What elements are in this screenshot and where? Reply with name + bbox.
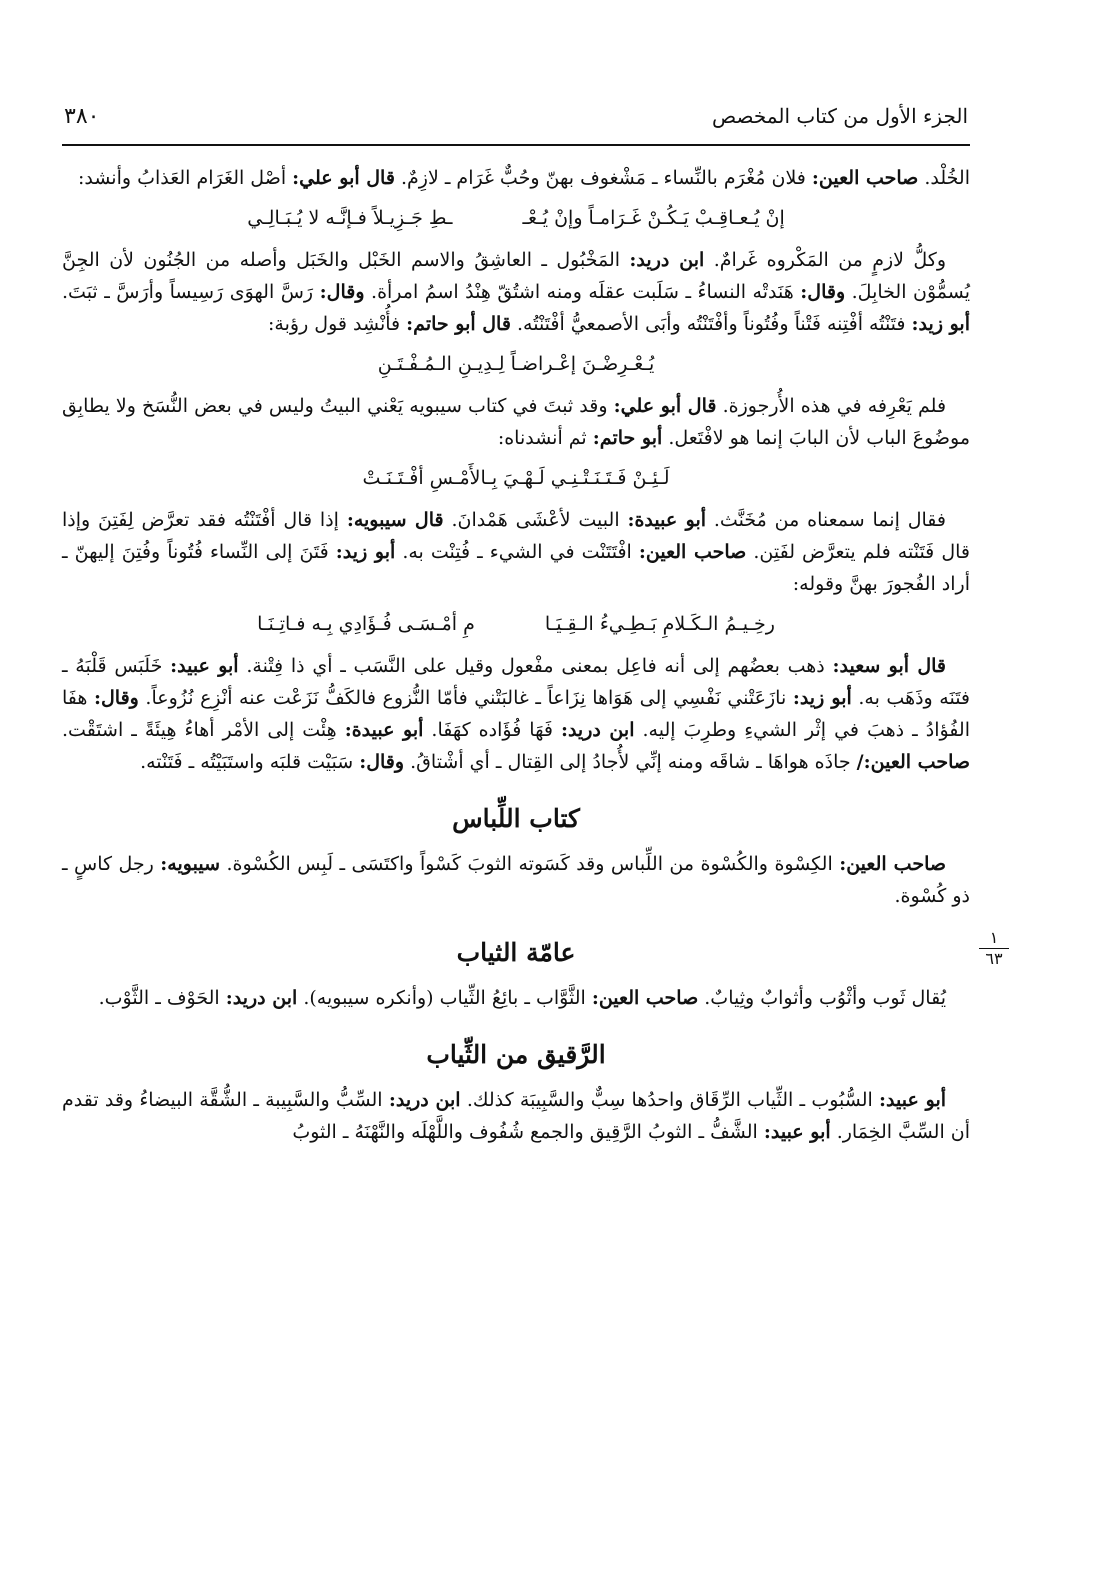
text: جاذَه هواهَا ـ شاقَه ومنه إنِّي لأُجادُ إلى القِتال ـ أي أشْتاقُ. [410, 751, 851, 773]
source-name: وقال: [800, 281, 846, 303]
text: الحَوْف ـ الثَّوْب. [98, 987, 220, 1009]
text: نازَعَتْني نَفْسِي إلى هَوَاها نِزَاعاً ـ غالبَتْني فأمّا النُّزوع فالكَفُّ نَزَعْت عنه أنْزِع نُزُوعاً. [145, 687, 787, 709]
text: السُّبُوب ـ الثِّياب الرِّقَاق واحدُها سِبٌّ والسَّبِيبَة كذلك. [466, 1089, 873, 1111]
paragraph [62, 162, 970, 194]
source-name: أبو زيد: [335, 541, 396, 563]
paragraph [62, 848, 970, 912]
source-name: أبو زيد: [792, 687, 852, 709]
source-name: أبو حاتم: [592, 427, 663, 449]
text: هَنَدتْه النساءُ ـ سَلَبت عقلَه ومنه اشتُقّ هِنْدُ اسمُ امرأة. [371, 281, 794, 303]
text: فتَنْتُه أفْتِنه فَتْناً وفُتُوناً وأفْتَنْتُه وأبَى الأصمعيُّ أفْتَنْتُه. [516, 313, 906, 335]
source-name: قال أبو سعيد: [832, 655, 947, 677]
source-name: ابن دريد: [560, 719, 635, 741]
source-name: أبو عبيد: [763, 1121, 831, 1143]
text: سَبَيْت قلبَه واستَبَيْتُه ـ فَتَنْته. [140, 751, 354, 773]
section-title: كتاب اللِّباس [452, 804, 580, 833]
text: أصْل الغَرَام العَذابُ وأنشد: [77, 167, 287, 189]
source-name: وقال: [319, 281, 365, 303]
text: الشَّفُّ ـ الثوبُ الرَّقِيق والجمع شُفُوف واللَّهْلَه والنَّهْنَهُ ـ الثوبُ [292, 1121, 758, 1143]
running-title: الجزء الأول من كتاب المخصص [712, 104, 968, 128]
text: الخُلْد. [924, 167, 970, 189]
text: فَهَا فُؤَاده كهَفَا. [431, 719, 553, 741]
text: رَسَّ الهوَى رَسِيساً وأرَسَّ ـ ثبَتَ. [62, 281, 314, 303]
body-text [62, 162, 970, 1154]
text: ذهب بعضُهم إلى أنه فاعِل بمعنى مفْعول وقيل على النَّسَب ـ أي ذا فِتْنة. [246, 655, 825, 677]
text: إذا قال أفْتَنْتُه فقد تعرَّض لِفَتِنَ وإذا قال فَتَنْته فلم يتعرَّض لفَتِن. [62, 509, 970, 563]
page-header [62, 98, 970, 146]
text: خَلَبَس قَلْبَهُ ـ فتَنَه وذَهَب به. [62, 655, 971, 709]
margin-note-top: ١ [989, 928, 999, 947]
source-name: صاحب العين: [591, 987, 699, 1009]
verse-line: لَـئِـنْ فَـتَـنَـتْـنِـي لَـهْـيَ بِـالأَمْـسِ أفْـتَـنَـتْ [362, 467, 670, 489]
text: البيت لأعْشَى هَمْدانَ. [451, 509, 620, 531]
text: المَخْبُول ـ العاشِقُ والاسم الخَبْل والخَبَل وأصله من الجُنُون لأن الجِنَّ يُسمُّوْن الخابِلَ. [62, 249, 970, 303]
source-name: أبو عبيد: [879, 1089, 947, 1111]
source-name: ابن دريد: [629, 249, 705, 271]
verse-hemistich-left: مِ أمْـسَـى فُـؤَادِي بِـه فـاتِـنَـا [257, 613, 475, 635]
text: هفَا الفُؤادُ ـ ذهبَ في إثْر الشيءِ وطرِبَ إليه. [62, 687, 970, 741]
text: فلان مُغْرَم بالنِّساء ـ مَشْغوف بهنّ وحُبٌّ غَرَام ـ لازِمٌ. [400, 167, 806, 189]
text: يُقال ثَوب وأثْوُب وأثوابٌ وثِيابٌ. [704, 987, 946, 1009]
text: رجل كاسٍ ـ ذو كُسْوة. [62, 853, 970, 907]
text: الثَّوَّاب ـ بائِعُ الثِّياب (وأنكره سيبويه). [303, 987, 586, 1009]
section-title: عامّة الثياب [456, 938, 576, 967]
source-name: ابن دريد: [388, 1089, 461, 1111]
verse [62, 608, 970, 640]
text: فقال إنما سمعناه من مُخَنَّث. [713, 509, 947, 531]
paragraph [62, 390, 970, 454]
source-name: صاحب العين: [811, 167, 919, 189]
text: وقد ثبتَ في كتاب سيبويه يَعْني البيتُ وليس في بعض النُّسَخ ولا يطابِق موضُوعَ الباب لأن البابَ إنما هو لافْتَعل. [62, 395, 970, 449]
source-name: أبو زيد: [911, 313, 970, 335]
source-name: سيبويه: [160, 853, 220, 875]
source-name: قال أبو علي: [292, 167, 395, 189]
source-name: صاحب العين: [638, 541, 747, 563]
source-name: أبو عبيدة: [627, 509, 707, 531]
page-number: ٣٨٠ [64, 104, 100, 129]
verse-hemistich-right: إنْ يُـعـاقِـبْ يَـكُـنْ غَـرَامـاً وإنْ يُـعْـ [522, 207, 785, 229]
source-name: وقال: [93, 687, 139, 709]
source-name: قال سيبويه: [346, 509, 444, 531]
paragraph [62, 982, 970, 1014]
text: فأُنْشِد قول رؤبة: [268, 313, 401, 335]
text: فَتَنَ إلى النِّساء فُتُوناً وفُتِنَ إليهنّ ـ أراد الفُجورَ بهنَّ وقوله: [62, 541, 970, 595]
source-name: ابن دريد: [225, 987, 298, 1009]
source-name: صاحب العين:/ [856, 751, 970, 773]
text: السِّبُّ والسَّبِيبة ـ الشُّقَّة البيضاءُ وقد تقدم أن السِّبَّ الخِمَار. [62, 1089, 970, 1143]
source-name: قال أبو علي: [613, 395, 717, 417]
text: الكِسْوة والكُسْوة من اللِّباس وقد كَسَوته الثوبَ كَسْواً واكتَسَى ـ لَبِس الكُسْوة. [226, 853, 833, 875]
source-name: وقال: [359, 751, 405, 773]
paragraph [62, 244, 970, 340]
paragraph [62, 504, 970, 600]
section-title: الرَّقيق من الثِّياب [426, 1040, 606, 1069]
margin-note [976, 930, 1012, 967]
text: فلم يَعْرِفه في هذه الأُرجوزة. [722, 395, 947, 417]
verse [62, 462, 970, 494]
margin-note-bottom: ٦٣ [985, 949, 1003, 968]
text: هِئْت إلى الأمْر أهاءُ هِيئَةً ـ اشتَقْت. [62, 719, 337, 741]
text: افْتَتَنْت في الشيء ـ فُتِنْت به. [402, 541, 632, 563]
source-name: أبو عبيد: [170, 655, 239, 677]
verse [62, 202, 970, 234]
source-name: قال أبو حاتم: [406, 313, 511, 335]
text: وكلُّ لازمٍ من المَكْروه غَرامٌ. [713, 249, 947, 271]
verse [62, 348, 970, 380]
source-name: أبو عبيدة: [344, 719, 424, 741]
paragraph [62, 650, 970, 778]
verse-line: يُـعْـرِضْـنَ إعْـراضـاً لِـدِيـنِ الـمُـفْـتَـنِ [377, 353, 655, 375]
text: ثم أنشدناه: [497, 427, 587, 449]
source-name: صاحب العين: [839, 853, 947, 875]
verse-hemistich-left: ـطِ جَـزِيـلاً فـإنَّـه لا يُـبَـالِـي [247, 207, 453, 229]
paragraph [62, 1084, 970, 1148]
verse-hemistich-right: رخِـيـمُ الـكَـلامِ بَـطِـيءُ الـقِـيَـا [544, 613, 775, 635]
